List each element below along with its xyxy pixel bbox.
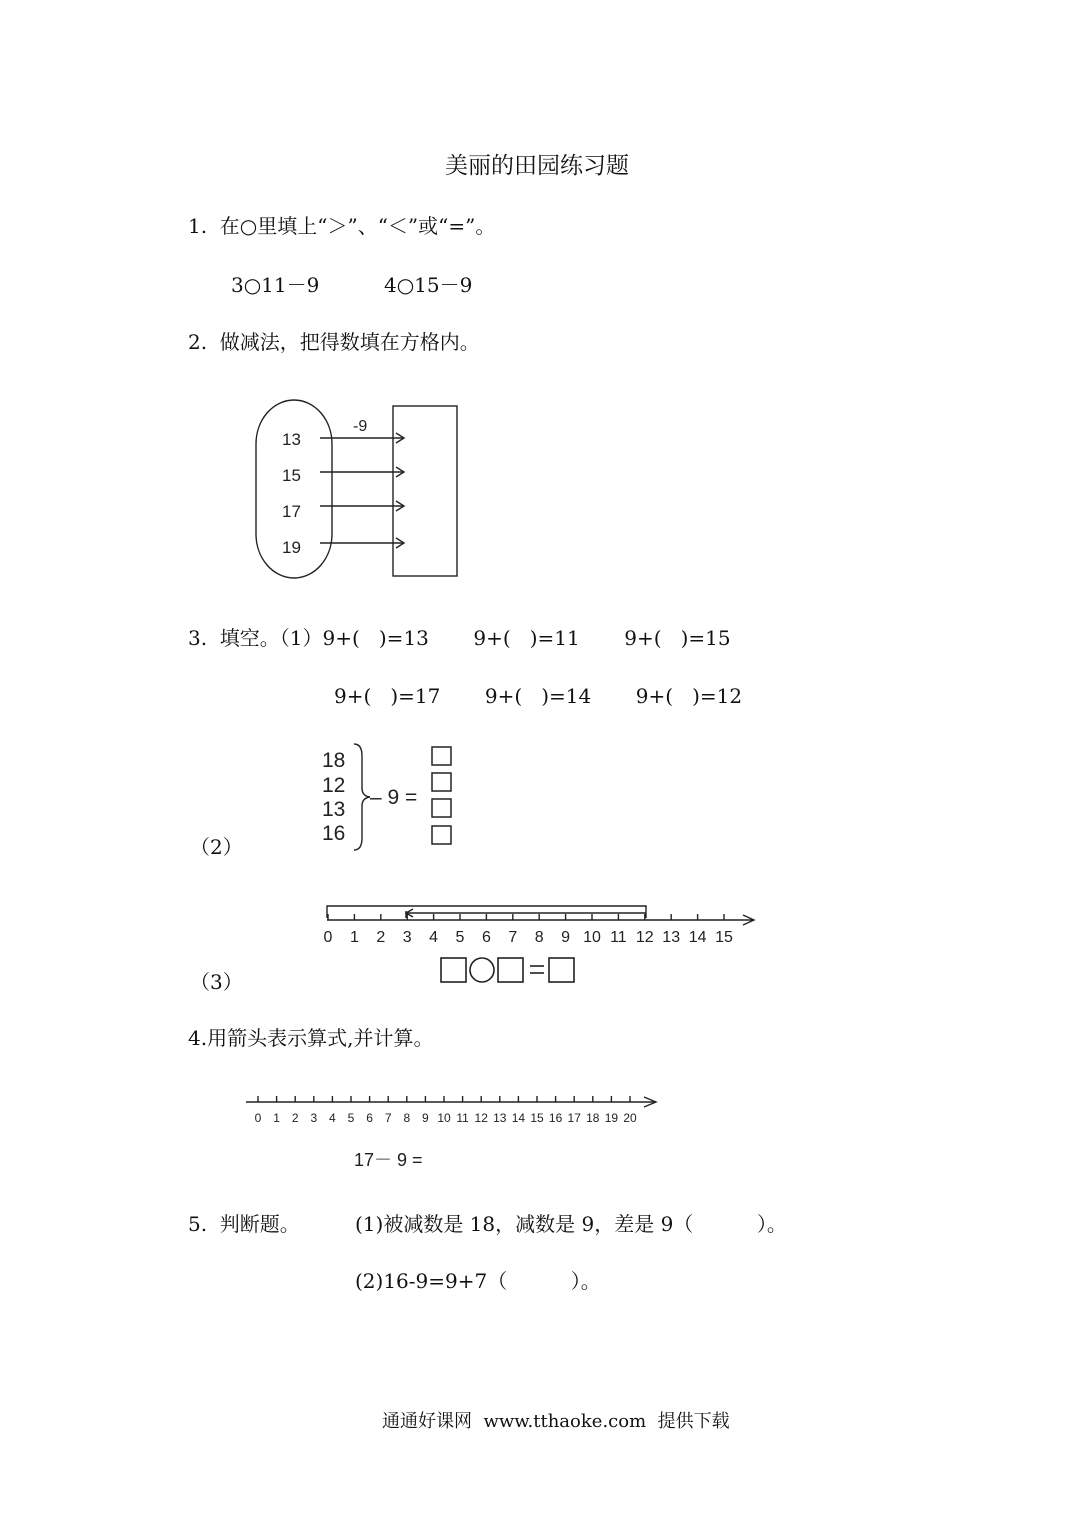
operator-circle[interactable] [470,958,494,982]
q3-part2-label: （2） [190,835,243,859]
tick-label: 6 [481,929,491,946]
tick-label: 14 [511,1111,526,1125]
tick-label: 4 [329,1111,336,1125]
q4-number-line [246,1096,656,1107]
tick-label: 12 [474,1111,488,1125]
q3-ticks [328,914,724,920]
q4-expression: 17－ 9 = [354,1150,423,1170]
tick-label: 7 [384,1111,392,1125]
q3-number-line [327,906,754,925]
tick-label: 14 [688,929,707,946]
tick-label: 5 [347,1111,355,1125]
q3-equation [441,958,574,982]
q3-brace-number: 16 [322,822,346,845]
q3-brace-operator: – 9 = [370,786,418,809]
tick-label: 3 [402,929,412,946]
q3-prompt: 3. 填空。（1）9+( )=13 9+( )=11 9+( )=15 [188,626,731,650]
tick-label: 15 [530,1111,544,1125]
tick-label: 4 [429,929,439,946]
q2-number: 15 [282,466,301,485]
tick-label: 9 [422,1111,429,1125]
q3-tick-labels [324,929,733,946]
tick-label: 10 [583,929,601,946]
tick-label: 12 [635,929,654,946]
q4-prompt: 4.用箭头表示算式,并计算。 [188,1026,434,1050]
q3-brace-number: 12 [322,774,346,797]
answer-square[interactable] [498,958,523,982]
tick-label: 11 [610,929,627,946]
q5-item2: (2)16-9=9+7（ ）。 [355,1269,601,1293]
tick-label: 11 [456,1111,469,1125]
q3-answer-boxes [432,747,451,844]
tick-label: 0 [323,929,333,946]
q1-expression-b: 4○15－9 [384,273,473,297]
q3-row2: 9+( )=17 9+( )=14 9+( )=12 [334,684,743,708]
q4-ticks [258,1096,630,1102]
tick-label: 10 [437,1111,451,1125]
tick-label: 20 [623,1111,637,1125]
tick-label: 18 [586,1111,600,1125]
tick-label: 3 [310,1111,318,1125]
q3-part3-label: （3） [190,970,243,994]
q2-prompt: 2. 做减法，把得数填在方格内。 [188,330,480,354]
answer-square[interactable] [432,747,451,765]
answer-square[interactable] [432,773,451,791]
q3-brace [354,744,370,850]
tick-label: 7 [508,929,518,946]
answer-square[interactable] [549,958,574,982]
q1-expression-a: 3○11－9 [231,273,320,297]
tick-label: 6 [366,1111,373,1125]
q2-number: 17 [282,502,301,521]
page-title: 美丽的田园练习题 [445,153,629,179]
tick-label: 13 [493,1111,507,1125]
q2-operator: -9 [353,418,368,435]
q3-brace-number: 13 [322,798,346,821]
q3-brace-number: 18 [322,749,346,772]
tick-label: 0 [254,1111,262,1125]
tick-label: 2 [376,929,386,946]
tick-label: 15 [715,929,733,946]
tick-label: 8 [534,929,544,946]
tick-label: 1 [349,929,359,946]
tick-label: 9 [561,929,571,946]
tick-label: 5 [455,929,465,946]
q5-item1: (1)被减数是 18，减数是 9，差是 9（ ）。 [355,1212,787,1236]
answer-square[interactable] [432,799,451,817]
q5-prompt: 5. 判断题。 [188,1212,300,1236]
q2-number: 19 [282,538,301,557]
tick-label: 8 [403,1111,411,1125]
q1-prompt: 1. 在○里填上“＞”、“＜”或“=”。 [188,214,496,238]
tick-label: 16 [548,1111,563,1125]
q4-tick-labels [255,1111,637,1125]
answer-square[interactable] [441,958,466,982]
footer: 通通好课网 www.tthaoke.com 提供下载 [382,1411,730,1432]
tick-label: 17 [567,1111,581,1125]
q2-number: 13 [282,430,301,449]
tick-label: 13 [662,929,681,946]
tick-label: 19 [604,1111,619,1125]
q2-answer-box[interactable] [393,406,457,576]
answer-square[interactable] [432,826,451,844]
tick-label: 2 [291,1111,299,1125]
tick-label: 1 [273,1111,280,1125]
